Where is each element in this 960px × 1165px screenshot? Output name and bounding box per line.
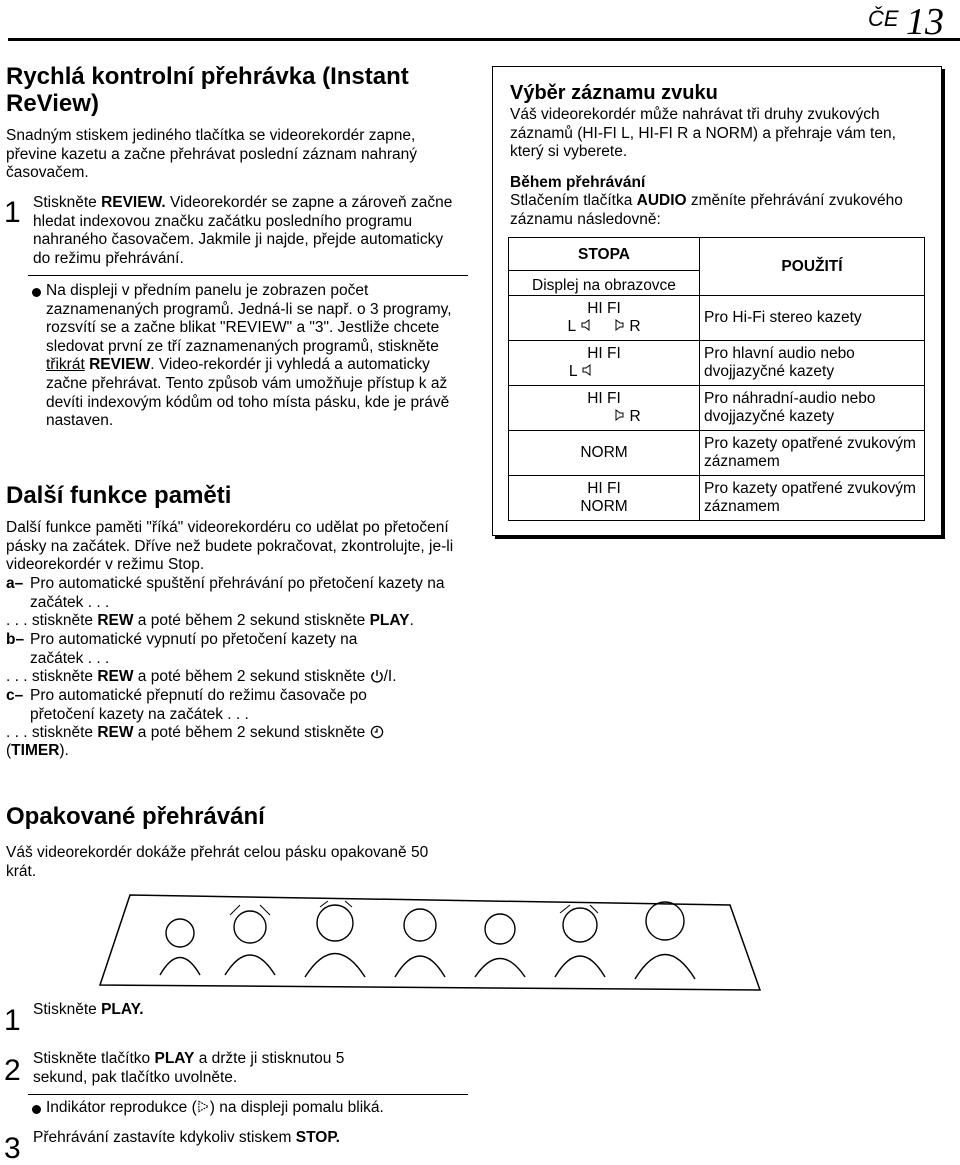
option-b-text: Pro automatické vypnutí po přetočení kazety na začátek . . . [30,631,358,667]
table-row: HI FI NORM Pro kazety opatřené zvukovým záznamem [509,476,925,521]
separator [28,275,468,276]
speaker-left-icon [611,408,625,422]
option-b-label: b– [6,631,25,648]
table-row: HI FI R Pro náhradní-audio nebo dvojjazyčné kazety [509,386,925,431]
step-number: 1 [4,196,21,229]
table-row: NORM Pro kazety opatřené zvukovým záznamem [509,431,925,476]
page-language: ČE [868,6,899,31]
audio-subtitle-text: Stlačením tlačítka AUDIO změníte přehrávání zvukového záznamu následovně: [510,192,903,228]
repeat-step-2: Stiskněte tlačítko PLAY a držte ji stisknutou 5 sekund, pak tlačítko uvolněte. [33,1050,345,1086]
option-a-label: a– [6,575,24,592]
repeat-intro: Váš videorekordér dokáže přehrát celou pásku opakovaně 50 krát. [6,844,429,880]
option-b-action: . . . stiskněte REW a poté během 2 sekund stiskněte /I. [6,668,397,685]
repeat-illustration [90,885,770,995]
repeat-note: Indikátor reprodukce ( ) na displeji pomalu bliká. [46,1099,384,1116]
column-header-usage: POUŽITÍ [700,238,925,296]
review-title: Rychlá kontrolní přehrávka (Instant ReView) [6,63,409,117]
speaker-right-icon [581,363,595,377]
option-c-text: Pro automatické přepnutí do režimu časovače po přetočení kazety na začátek . . . [30,687,367,723]
step-number: 3 [4,1132,21,1165]
memory-title: Další funkce paměti [6,482,232,509]
audio-subtitle: Během přehrávání [510,174,646,191]
review-intro: Snadným stiskem jediného tlačítka se videorekordér zapne, převine kazetu a začne přehrávat poslední záznam nahraný časovačem. [6,127,417,182]
column-header-track: STOPA Displej na obrazovce [509,238,700,296]
option-c-label: c– [6,687,24,704]
audio-table [508,237,925,521]
bullet-icon [32,288,41,297]
play-indicator-icon [197,1100,210,1113]
table-row: HI FI L Pro hlavní audio nebo dvojjazyčné kazety [509,341,925,386]
option-c-timer: (TIMER). [6,742,69,759]
option-a-text: Pro automatické spuštění přehrávání po přetočení kazety na začátek . . . [30,575,445,611]
option-c-action: . . . stiskněte REW a poté během 2 sekund stiskněte [6,724,476,743]
timer-icon [370,725,384,739]
audio-intro: Váš videorekordér může nahrávat tři druhy zvukových záznamů (HI-FI L, HI-FI R a NORM) a přehraje vám ten, který si vyberete. [510,106,896,161]
bullet-icon [32,1105,41,1114]
table-row: HI FI L R Pro Hi-Fi stereo kazety [509,296,925,341]
page-number: 13 [906,1,944,43]
review-note: Na displeji v předním panelu je zobrazen počet zaznamenaných programů. Jedná-li se např. o 3 programy, rozsvítí se a začne blikat "REVIEW" a "3". Jestliže chcete sledovat první ze tří zaznamenaných programů, stiskněte třikrát REVIEW. Video-rekordér ji vyhledá a automaticky začne přehrávat. Tento způsob vám umožňuje přístup k až devíti indexovým kódům od toho místa pásku, kde je právě nastaven. [46,282,452,430]
repeat-title: Opakované přehrávání [6,803,265,830]
repeat-step-3: Přehrávání zastavíte kdykoliv stiskem STOP. [33,1129,340,1146]
memory-intro: Další funkce paměti "říká" videorekordéru co udělat po přetočení pásky na začátek. Dříve než budete pokračovat, zkontrolujte, je-li videorekordér v režimu Stop. [6,519,454,574]
speaker-left-icon [611,318,625,332]
power-icon [370,669,384,683]
step-number: 2 [4,1054,21,1087]
header-rule [8,38,960,41]
separator [28,1094,468,1095]
review-step-1: Stiskněte REVIEW. Videorekordér se zapne a zároveň začne hledat indexovou značku začátku posledního programu nahraného časovačem. Jakmile ji najde, přejde automaticky do režimu přehrávání. [33,194,453,267]
repeat-step-1: Stiskněte PLAY. [33,1001,144,1018]
step-number: 1 [4,1004,21,1037]
audio-title: Výběr záznamu zvuku [510,82,718,104]
speaker-right-icon [580,318,594,332]
option-a-action: . . . stiskněte REW a poté během 2 sekund stiskněte PLAY. [6,612,414,629]
